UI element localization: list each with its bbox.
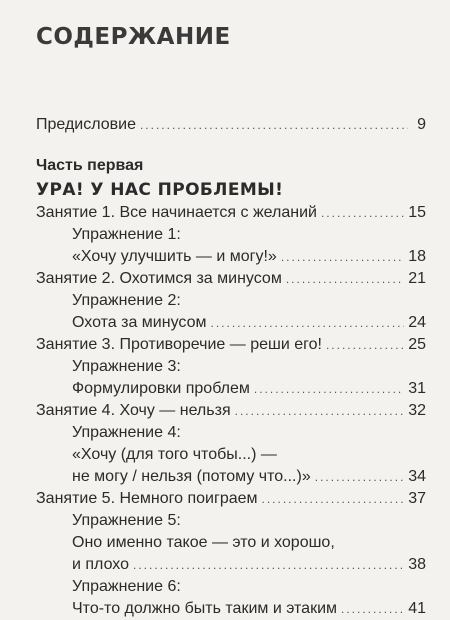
exercise-label: Упражнение 3: <box>72 358 181 375</box>
leader-dots <box>140 114 408 136</box>
toc-row <box>36 268 426 290</box>
entry-title: Что-то должно быть таким и этаким <box>72 600 338 617</box>
part-label: Часть первая <box>36 157 144 174</box>
page-number: 9 <box>417 116 426 133</box>
entry-title: Занятие 5. Немного поиграем <box>36 490 258 507</box>
toc-row <box>36 114 426 136</box>
page-number: 25 <box>408 336 426 353</box>
exercise-label: Упражнение 1: <box>72 226 181 243</box>
toc-row <box>36 312 426 334</box>
leader-dots <box>254 378 404 400</box>
entry-title: не могу / нельзя (потому что...)» <box>72 468 311 485</box>
leader-dots <box>235 400 405 422</box>
leader-dots <box>315 466 404 488</box>
page-number: 38 <box>408 556 426 573</box>
exercise-title-line: Оно именно такое — это и хорошо, <box>72 534 335 551</box>
page-title: СОДЕРЖАНИЕ <box>36 24 231 50</box>
preface-entry <box>36 114 426 136</box>
exercise-label: Упражнение 6: <box>72 578 181 595</box>
page-number: 34 <box>408 468 426 485</box>
exercise-title-line: «Хочу (для того чтобы...) — <box>72 446 277 463</box>
page-number: 41 <box>408 600 426 617</box>
page-number: 15 <box>408 204 426 221</box>
leader-dots <box>262 488 405 510</box>
toc-row <box>36 202 426 224</box>
leader-dots <box>286 268 404 290</box>
exercise-label: Упражнение 4: <box>72 424 181 441</box>
leader-dots <box>210 312 404 334</box>
toc-row <box>36 378 426 400</box>
page-number: 32 <box>408 402 426 419</box>
toc-row <box>36 466 426 488</box>
leader-dots <box>321 202 404 224</box>
exercise-label: Упражнение 5: <box>72 512 181 529</box>
leader-dots <box>326 334 404 356</box>
toc-row <box>36 488 426 510</box>
entry-title: и плохо <box>72 556 129 573</box>
page-number: 37 <box>408 490 426 507</box>
page-number: 24 <box>408 314 426 331</box>
leader-dots <box>341 598 404 620</box>
toc-row <box>36 246 426 268</box>
page-number: 21 <box>408 270 426 287</box>
toc-row <box>36 334 426 356</box>
entry-title: Занятие 1. Все начинается с желаний <box>36 204 317 221</box>
toc-row <box>36 598 426 620</box>
page-number: 18 <box>408 248 426 265</box>
exercise-label: Упражнение 2: <box>72 292 181 309</box>
entry-title: Занятие 4. Хочу — нельзя <box>36 402 231 419</box>
entry-title: Предисловие <box>36 116 136 133</box>
leader-dots <box>133 554 404 576</box>
leader-dots <box>281 246 404 268</box>
entry-title: Занятие 2. Охотимся за минусом <box>36 270 282 287</box>
entry-title: Формулировки проблем <box>72 380 250 397</box>
entry-title: Занятие 3. Противоречие — реши его! <box>36 336 322 353</box>
part-title: УРА! У НАС ПРОБЛЕМЫ! <box>36 180 284 200</box>
part-heading <box>36 155 426 203</box>
entry-title: Охота за минусом <box>72 314 207 331</box>
toc-row <box>36 400 426 422</box>
entry-title: «Хочу улучшить — и могу!» <box>72 248 277 265</box>
page-number: 31 <box>408 380 426 397</box>
toc-row <box>36 554 426 576</box>
toc-list <box>36 202 426 620</box>
